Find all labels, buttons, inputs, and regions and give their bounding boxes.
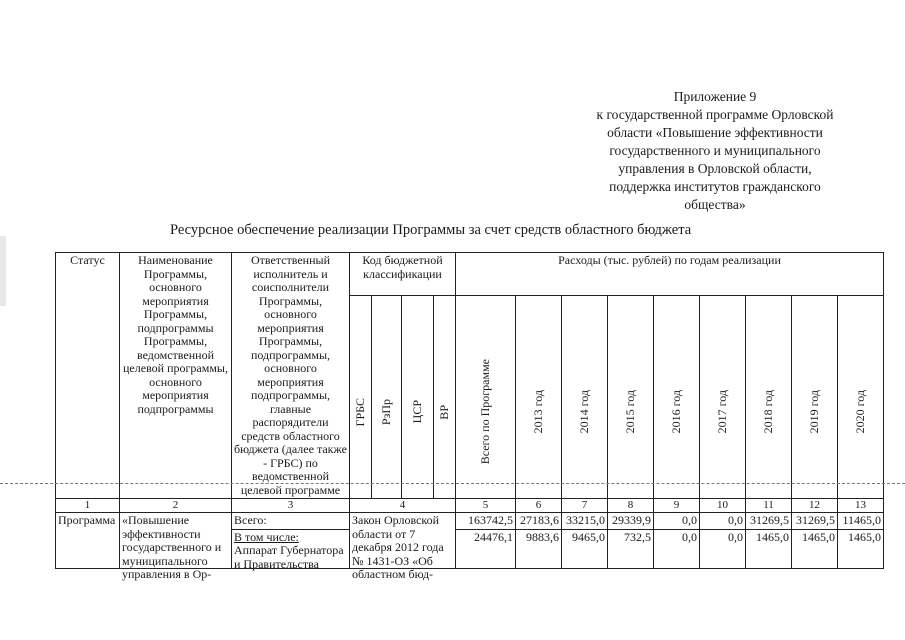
- header-year-2018: 2018 год: [746, 295, 792, 498]
- cell-apparatus-all: 24476,1: [456, 529, 516, 568]
- table-row: [56, 513, 884, 530]
- appendix-line: к государственной программе Орловской: [596, 107, 834, 122]
- header-year-2014: 2014 год: [562, 295, 608, 498]
- cell-total-2013: 27183,6: [516, 513, 562, 530]
- cell-responsible-detail: [232, 529, 350, 571]
- cell-total-2015: 29339,9: [608, 513, 654, 530]
- resource-table: [55, 252, 884, 581]
- cell-status: Программа: [56, 513, 120, 569]
- header-year-2017: 2017 год: [700, 295, 746, 498]
- header-budget-code: Код бюджетной классификации: [350, 253, 456, 296]
- column-number: 1: [56, 499, 120, 513]
- cell-responsible-total: Всего:: [232, 513, 350, 530]
- appendix-line: поддержка институтов гражданского: [609, 179, 821, 194]
- appendix-line: Приложение 9: [673, 89, 757, 104]
- column-number: 13: [838, 499, 884, 513]
- header-responsible: Ответственный исполнитель и соисполнители Программы, основного мероприятия Программы, подпрограммы, основного мероприятия подпрограммы, главные распорядители средств областного бюджета (далее также - ГРБС) по ведомственной целевой программе: [232, 253, 350, 499]
- header-code-rzpr: РзПр: [372, 295, 402, 498]
- header-year-2016: 2016 год: [654, 295, 700, 498]
- cell-total-2014: 33215,0: [562, 513, 608, 530]
- header-year-2015: 2015 год: [608, 295, 654, 498]
- appendix-line: государственного и муниципального: [609, 143, 821, 158]
- appendix-line: общества»: [684, 197, 746, 212]
- column-number: 11: [746, 499, 792, 513]
- column-number: 2: [120, 499, 232, 513]
- responsible-incl-label: В том числе:: [234, 529, 299, 544]
- appendix-block: [560, 88, 870, 214]
- cell-total-2019: 31269,5: [792, 513, 838, 530]
- column-number: 8: [608, 499, 654, 513]
- page-cut-line: [0, 483, 905, 484]
- header-name: Наименование Программы, основного мероприятия Программы, подпрограммы Программы, ведомственной целевой программы, основного мероприятия подпрограммы: [120, 253, 232, 499]
- column-number: 6: [516, 499, 562, 513]
- cell-total-all: 163742,5: [456, 513, 516, 530]
- column-number: 10: [700, 499, 746, 513]
- cell-apparatus-2014: 9465,0: [562, 529, 608, 568]
- cell-apparatus-2017: 0,0: [700, 529, 746, 568]
- header-code-grbs: ГРБС: [350, 295, 372, 498]
- column-number: 4: [350, 499, 456, 513]
- header-code-vr: ВР: [434, 295, 456, 498]
- cell-apparatus-2018: 1465,0: [746, 529, 792, 568]
- column-number-row: [56, 499, 884, 513]
- cell-apparatus-2019: 1465,0: [792, 529, 838, 568]
- cell-total-2018: 31269,5: [746, 513, 792, 530]
- document-title: Ресурсное обеспечение реализации Программы за счет средств областного бюджета: [170, 222, 692, 238]
- header-year-2013: 2013 год: [516, 295, 562, 498]
- column-number: 3: [232, 499, 350, 513]
- cell-law-reference: Закон Орловской области от 7 декабря 2012 года № 1431-ОЗ «Об областном бюд-: [350, 513, 456, 569]
- header-year-2020: 2020 год: [838, 295, 884, 498]
- column-number: 9: [654, 499, 700, 513]
- header-year-total: Всего по Программе: [456, 295, 516, 498]
- appendix-line: управления в Орловской области,: [618, 161, 812, 176]
- cell-apparatus-2015: 732,5: [608, 529, 654, 568]
- cell-apparatus-2020: 1465,0: [838, 529, 884, 568]
- cell-total-2017: 0,0: [700, 513, 746, 530]
- column-number: 5: [456, 499, 516, 513]
- header-expenses: Расходы (тыс. рублей) по годам реализации: [456, 253, 884, 296]
- responsible-org: Аппарат Губернатора и Правительства: [234, 543, 344, 571]
- cell-total-2016: 0,0: [654, 513, 700, 530]
- cell-apparatus-2013: 9883,6: [516, 529, 562, 568]
- appendix-line: области «Повышение эффективности: [607, 125, 823, 140]
- cell-program-name: «Повышение эффективности государственного и муниципального управления в Ор-: [120, 513, 232, 569]
- header-code-csr: ЦСР: [402, 295, 434, 498]
- cell-total-2020: 11465,0: [838, 513, 884, 530]
- header-status: Статус: [56, 253, 120, 499]
- header-year-2019: 2019 год: [792, 295, 838, 498]
- column-number: 12: [792, 499, 838, 513]
- cell-apparatus-2016: 0,0: [654, 529, 700, 568]
- scan-edge-shadow: [0, 236, 6, 306]
- column-number: 7: [562, 499, 608, 513]
- header-row: [56, 253, 884, 296]
